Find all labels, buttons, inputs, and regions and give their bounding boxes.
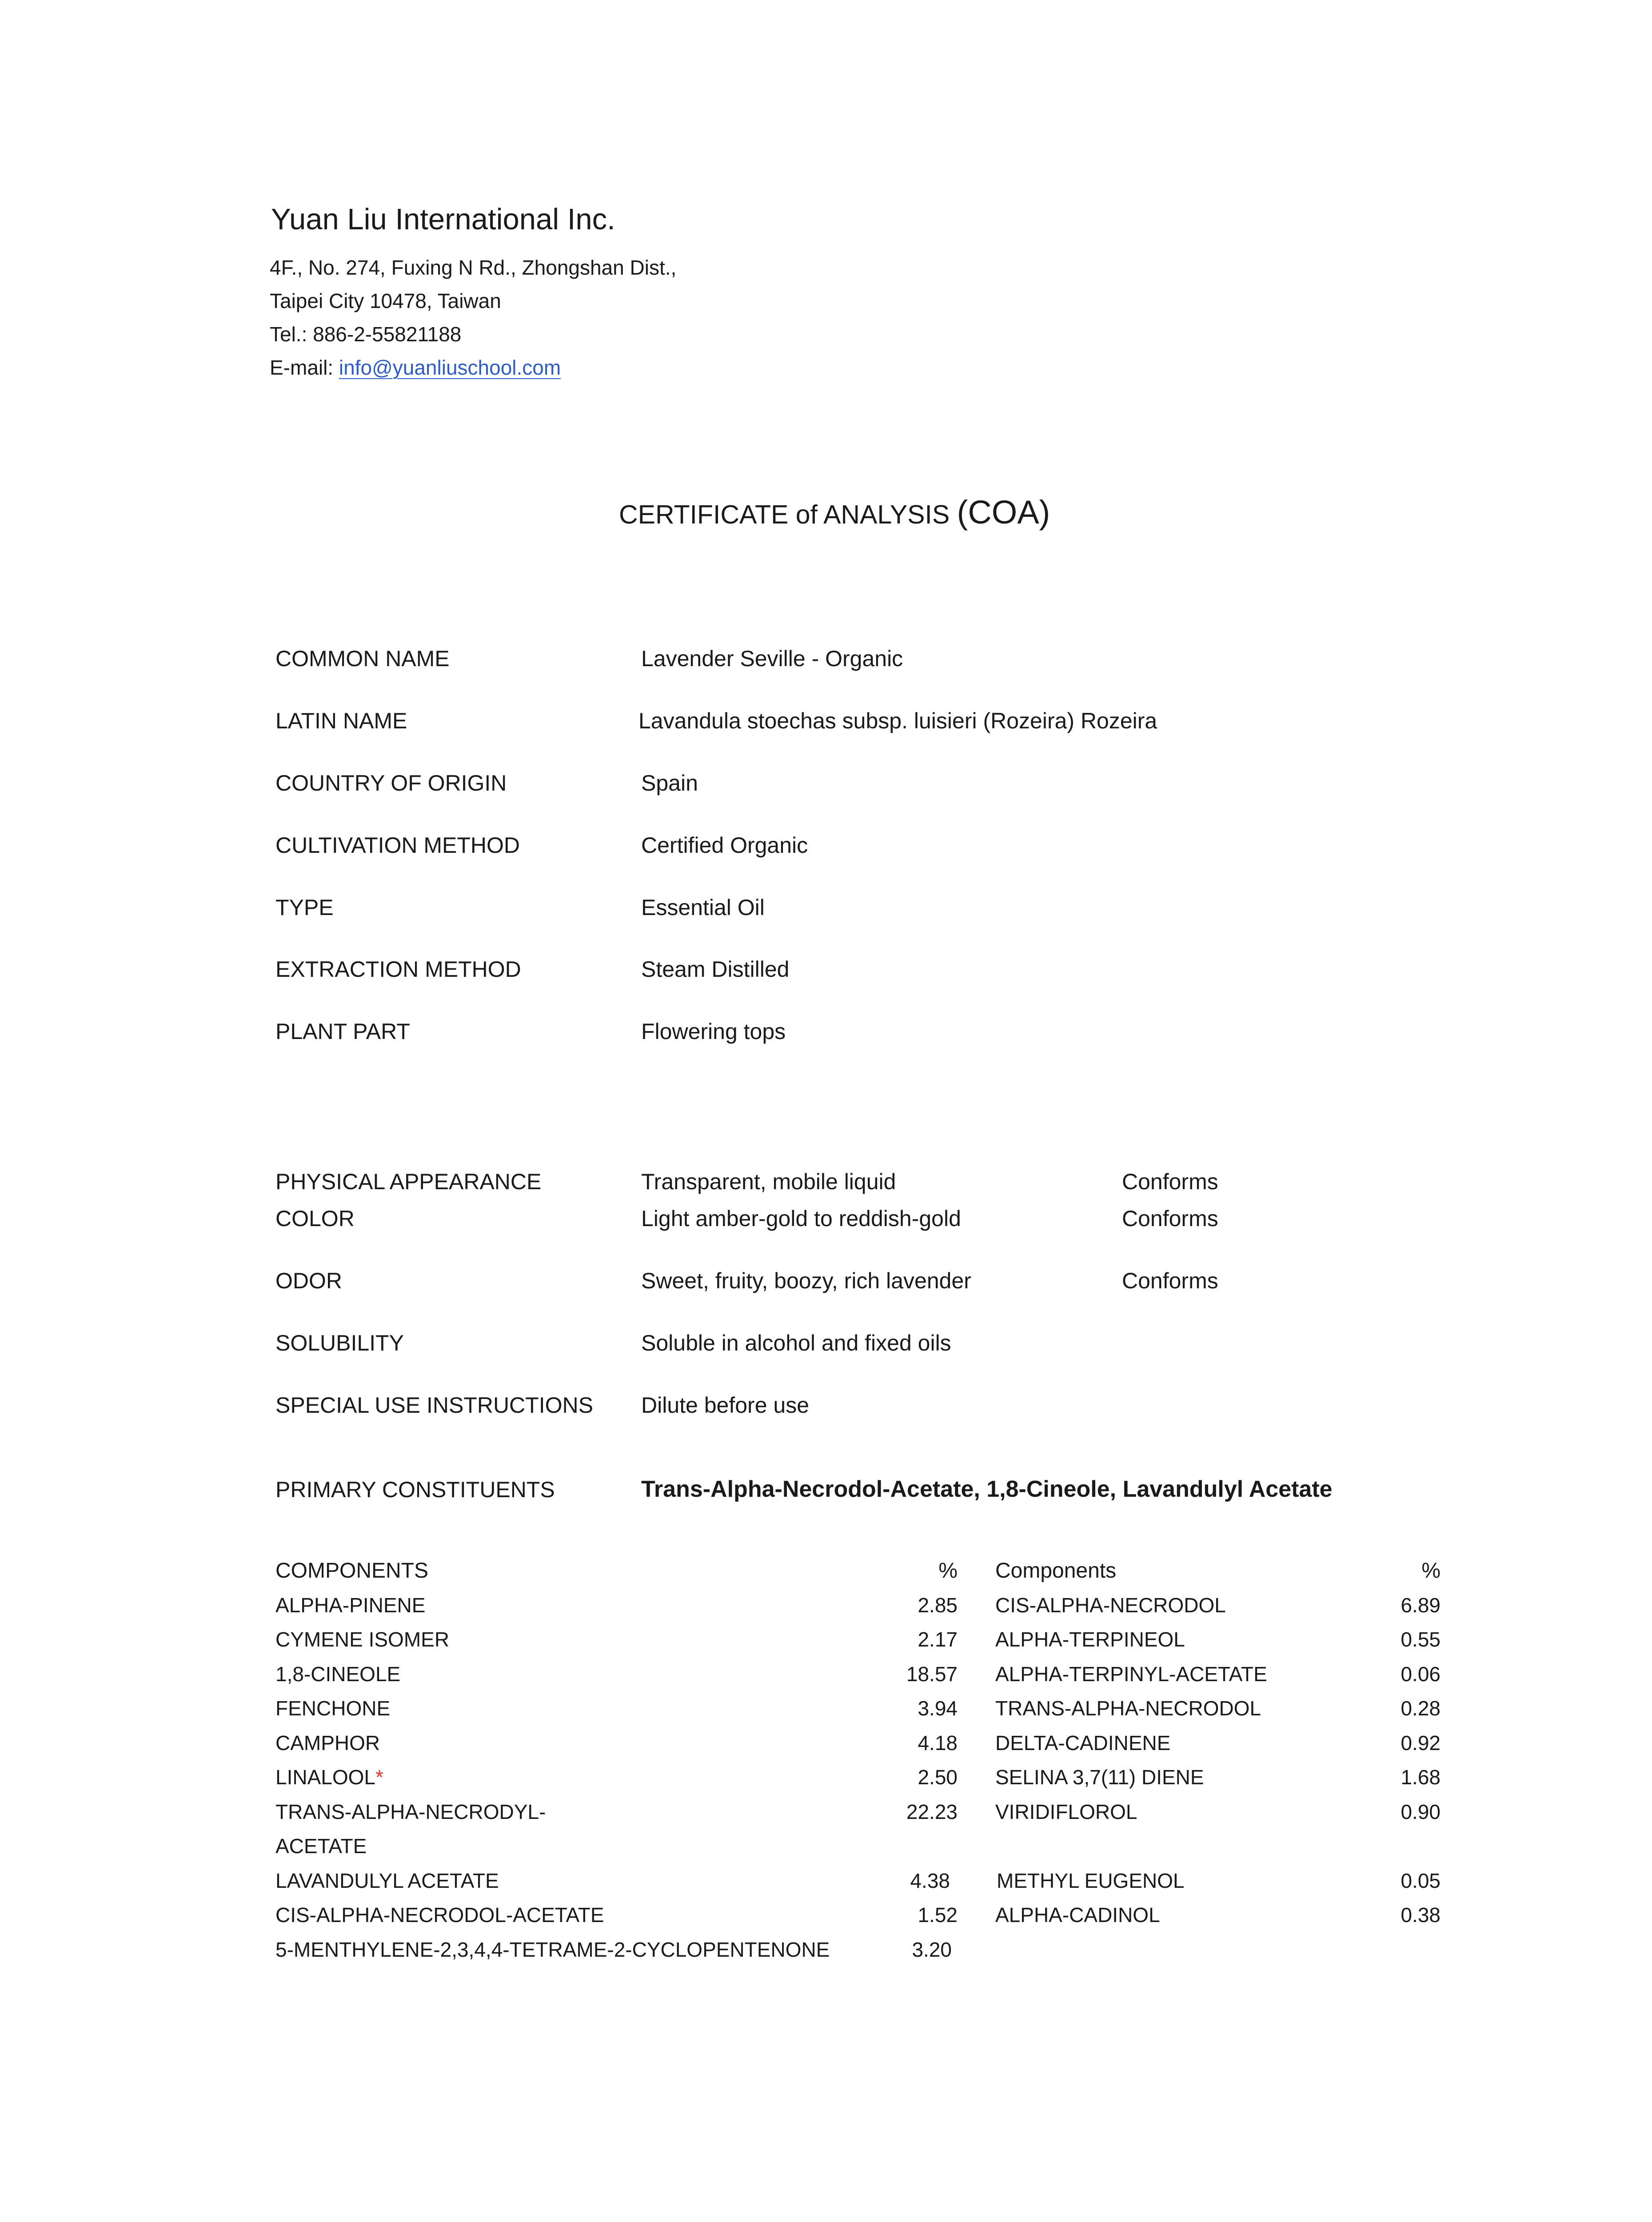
component-percent: 0.90 [1401, 1800, 1441, 1823]
component-percent: 0.06 [1401, 1663, 1441, 1686]
component-percent: 1.68 [1401, 1766, 1441, 1789]
product-label: COMMON NAME [275, 646, 450, 671]
component-name: VIRIDIFLOROL [995, 1800, 1137, 1823]
address-line-1: 4F., No. 274, Fuxing N Rd., Zhongshan Dist., [270, 256, 677, 279]
product-label: COUNTRY OF ORIGIN [275, 771, 507, 795]
email-link[interactable]: info@yuanliuschool.com [339, 356, 561, 379]
property-value: Dilute before use [641, 1393, 810, 1418]
component-name: LAVANDULYL ACETATE [275, 1869, 499, 1892]
component-name: SELINA 3,7(11) DIENE [995, 1766, 1204, 1789]
email-label: E-mail: [270, 356, 339, 379]
primary-constituents-label: PRIMARY CONSTITUENTS [275, 1477, 555, 1502]
component-name: 1,8-CINEOLE [275, 1663, 401, 1686]
component-name: CAMPHOR [275, 1731, 380, 1754]
component-name: TRANS-ALPHA-NECRODYL- [275, 1800, 546, 1823]
components-header-right: Components [995, 1559, 1117, 1583]
product-value: Lavandula stoechas subsp. luisieri (Rozeira) Rozeira [638, 708, 1157, 733]
component-name: TRANS-ALPHA-NECRODOL [995, 1697, 1261, 1720]
property-status: Conforms [1122, 1169, 1218, 1194]
primary-constituents-value: Trans-Alpha-Necrodol-Acetate, 1,8-Cineole, Lavandulyl Acetate [641, 1476, 1333, 1502]
component-name: CYMENE ISOMER [275, 1628, 450, 1651]
property-value: Sweet, fruity, boozy, rich lavender [641, 1268, 971, 1293]
property-label: PHYSICAL APPEARANCE [275, 1169, 542, 1194]
property-value: Light amber-gold to reddish-gold [641, 1206, 961, 1231]
percent-header-right: % [1421, 1559, 1441, 1583]
component-percent: 6.89 [1401, 1594, 1441, 1617]
component-name: ALPHA-PINENE [275, 1594, 426, 1617]
component-percent: 3.94 [918, 1697, 958, 1720]
product-value: Certified Organic [641, 833, 808, 858]
property-label: SOLUBILITY [275, 1331, 404, 1355]
component-percent: 2.85 [918, 1594, 958, 1617]
company-name: Yuan Liu International Inc. [271, 203, 615, 236]
component-percent: 0.05 [1401, 1869, 1441, 1892]
component-name-continued: ACETATE [275, 1834, 367, 1858]
product-label: PLANT PART [275, 1019, 410, 1044]
property-label: COLOR [275, 1206, 355, 1231]
product-value: Lavender Seville - Organic [641, 646, 903, 671]
product-value: Steam Distilled [641, 957, 790, 982]
component-name: ALPHA-TERPINEOL [995, 1628, 1185, 1651]
component-name: ALPHA-TERPINYL-ACETATE [995, 1663, 1267, 1686]
component-percent: 0.55 [1401, 1628, 1441, 1651]
property-label: SPECIAL USE INSTRUCTIONS [275, 1393, 593, 1418]
component-percent: 0.28 [1401, 1697, 1441, 1720]
product-value: Flowering tops [641, 1019, 786, 1044]
component-percent: 1.52 [918, 1903, 958, 1926]
components-header-left: COMPONENTS [275, 1559, 429, 1583]
component-percent: 4.38 [910, 1869, 950, 1892]
company-email-row [270, 356, 561, 380]
component-percent: 3.20 [912, 1938, 952, 1961]
component-name: CIS-ALPHA-NECRODOL-ACETATE [275, 1903, 604, 1926]
product-label: EXTRACTION METHOD [275, 957, 521, 982]
address-line-2: Taipei City 10478, Taiwan [270, 289, 501, 312]
component-percent: 4.18 [918, 1731, 958, 1754]
component-name: CIS-ALPHA-NECRODOL [995, 1594, 1226, 1617]
product-value: Essential Oil [641, 895, 765, 920]
component-name: FENCHONE [275, 1697, 391, 1720]
property-status: Conforms [1122, 1206, 1218, 1231]
asterisk-mark: * [375, 1766, 383, 1789]
property-label: ODOR [275, 1268, 342, 1293]
title-main: CERTIFICATE of ANALYSIS [619, 500, 957, 529]
component-percent: 22.23 [906, 1800, 958, 1823]
component-name: LINALOOL [275, 1766, 375, 1789]
percent-header-left: % [938, 1559, 958, 1583]
product-label: LATIN NAME [275, 708, 407, 733]
company-tel: Tel.: 886-2-55821188 [270, 323, 462, 346]
component-percent: 2.17 [918, 1628, 958, 1651]
component-percent: 2.50 [918, 1766, 958, 1789]
property-value: Soluble in alcohol and fixed oils [641, 1331, 951, 1355]
component-name: METHYL EUGENOL [997, 1869, 1185, 1892]
component-percent: 0.92 [1401, 1731, 1441, 1754]
title-abbr: (COA) [957, 494, 1050, 531]
component-name-row [275, 1765, 383, 1789]
product-value: Spain [641, 771, 698, 795]
product-label: CULTIVATION METHOD [275, 833, 520, 858]
component-percent: 0.38 [1401, 1903, 1441, 1926]
component-name: 5-MENTHYLENE-2,3,4,4-TETRAME-2-CYCLOPENTENONE [275, 1938, 830, 1961]
component-percent: 18.57 [906, 1663, 958, 1686]
component-name: DELTA-CADINENE [995, 1731, 1171, 1754]
property-status: Conforms [1122, 1268, 1218, 1293]
component-name: ALPHA-CADINOL [995, 1903, 1160, 1926]
document-title [619, 493, 1050, 531]
property-value: Transparent, mobile liquid [641, 1169, 896, 1194]
product-label: TYPE [275, 895, 334, 920]
